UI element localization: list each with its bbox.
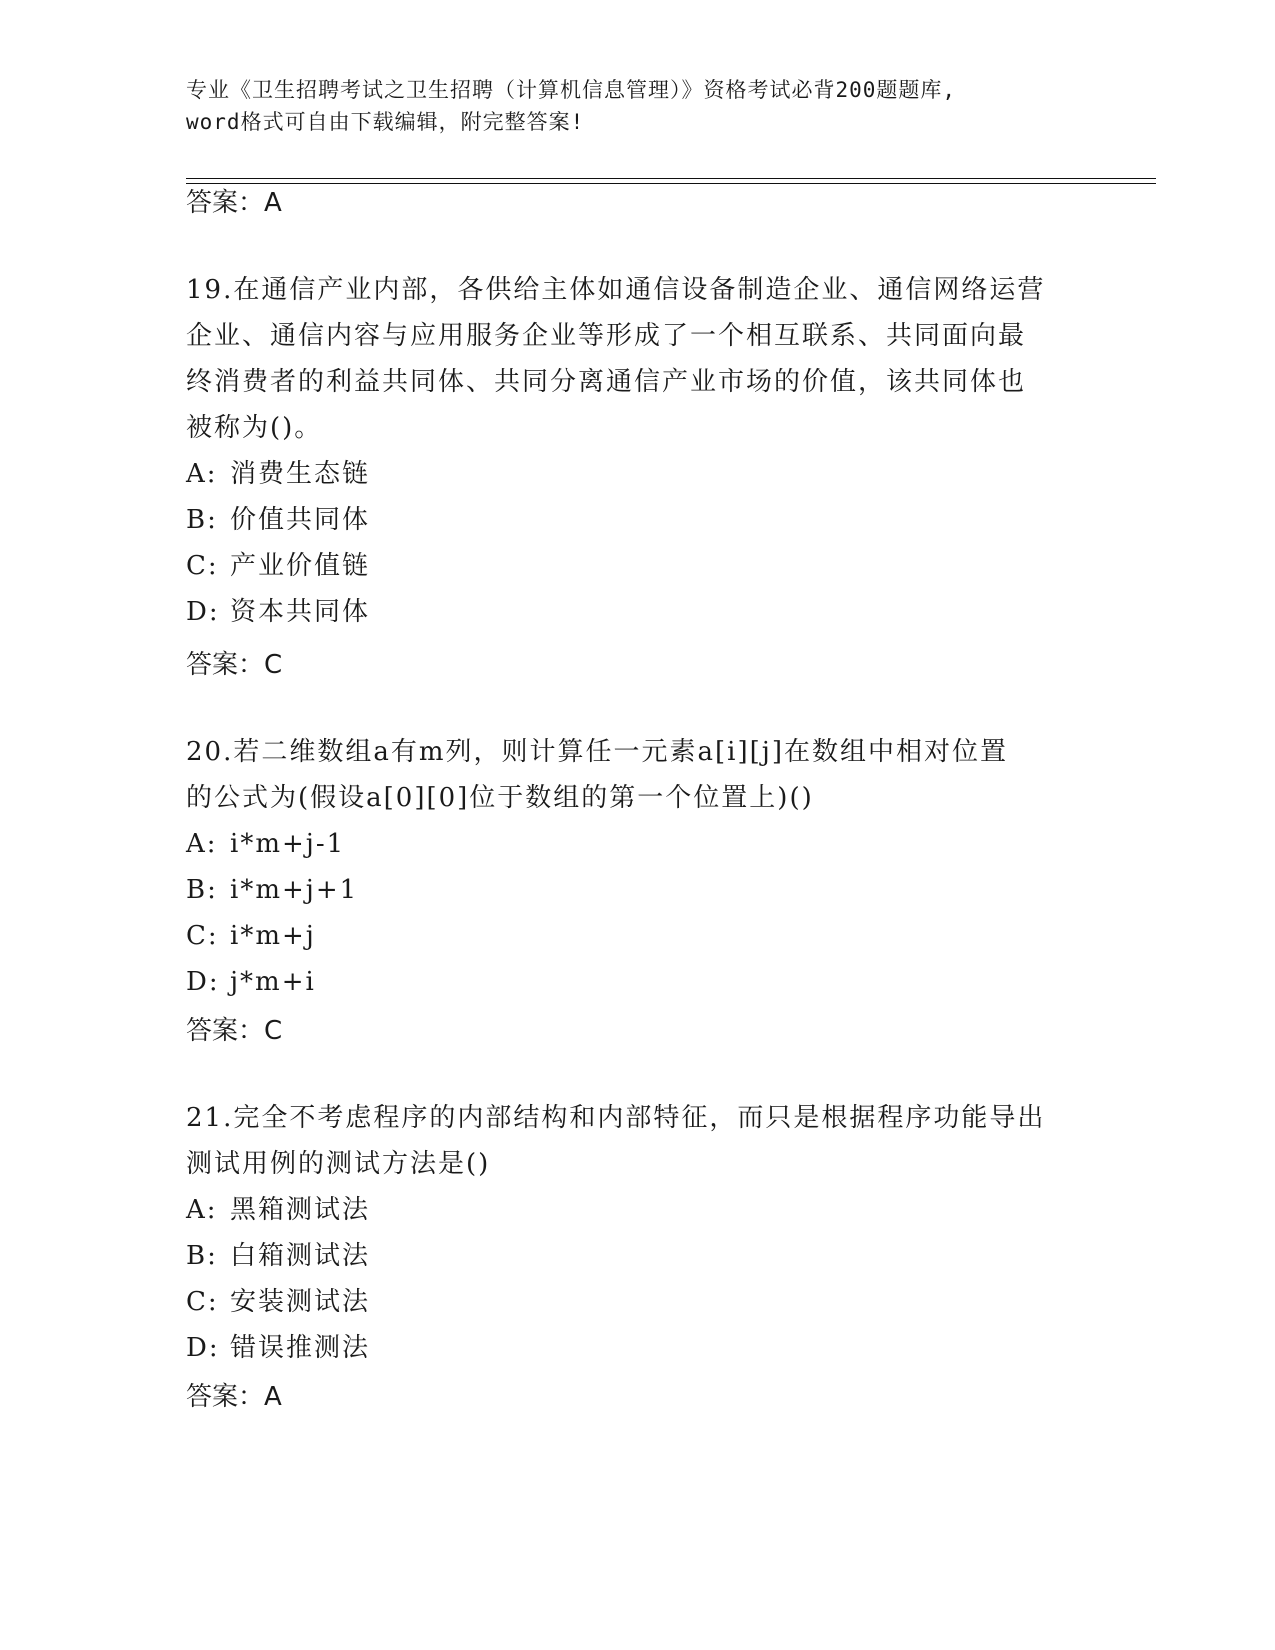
option-letter: A:: [186, 459, 218, 489]
option-letter: D:: [186, 1333, 220, 1363]
question-stem-line: 21.完全不考虑程序的内部结构和内部特征，而只是根据程序功能导出: [186, 1103, 1046, 1133]
option-text: i*m+j: [230, 921, 316, 951]
question-stem-line: 终消费者的利益共同体、共同分离通信产业市场的价值，该共同体也: [186, 367, 1027, 397]
option-letter: B:: [186, 1241, 218, 1271]
question-stem-line: 被称为()。: [186, 413, 323, 443]
option-b: [186, 1233, 1086, 1279]
option-d: [186, 589, 1086, 635]
option-letter: D:: [186, 597, 220, 627]
question-stem-line: 的公式为(假设a[0][0]位于数组的第一个位置上)(): [186, 783, 814, 813]
option-a: [186, 451, 1086, 497]
option-text: 错误推测法: [230, 1333, 371, 1363]
previous-question-answer: 答案：A: [186, 188, 282, 218]
option-letter: C:: [186, 1287, 219, 1317]
option-text: 产业价值链: [230, 551, 371, 581]
option-letter: B:: [186, 875, 218, 905]
question-19-answer: 答案：C: [186, 650, 283, 680]
question-21-answer: 答案：A: [186, 1382, 282, 1412]
option-text: 价值共同体: [230, 505, 371, 535]
option-text: 白箱测试法: [230, 1241, 371, 1271]
question-stem: [186, 267, 1086, 451]
option-text: j*m+i: [230, 967, 316, 997]
option-d: [186, 959, 1086, 1005]
header-divider-top: [186, 178, 1156, 179]
page-header: [186, 74, 1086, 138]
option-text: i*m+j+1: [230, 875, 359, 905]
question-21: [186, 1095, 1086, 1371]
question-20: [186, 729, 1086, 1005]
option-letter: C:: [186, 921, 219, 951]
option-b: [186, 497, 1086, 543]
option-a: [186, 821, 1086, 867]
option-a: [186, 1187, 1086, 1233]
option-letter: A:: [186, 829, 218, 859]
option-text: 安装测试法: [230, 1287, 371, 1317]
question-stem-line: 企业、通信内容与应用服务企业等形成了一个相互联系、共同面向最: [186, 321, 1027, 351]
header-subtitle-line: word格式可自由下载编辑，附完整答案!: [186, 110, 585, 134]
question-stem-line: 测试用例的测试方法是(): [186, 1149, 491, 1179]
option-b: [186, 867, 1086, 913]
option-text: i*m+j-1: [230, 829, 346, 859]
question-stem: [186, 1095, 1086, 1187]
option-letter: C:: [186, 551, 219, 581]
option-text: 黑箱测试法: [230, 1195, 371, 1225]
question-19: [186, 267, 1086, 635]
option-letter: B:: [186, 505, 218, 535]
header-title-line: 专业《卫生招聘考试之卫生招聘（计算机信息管理）》资格考试必背200题题库,: [186, 78, 957, 102]
header-divider-bottom: [186, 183, 1156, 184]
question-stem-line: 19.在通信产业内部，各供给主体如通信设备制造企业、通信网络运营: [186, 275, 1046, 305]
option-text: 资本共同体: [230, 597, 371, 627]
option-c: [186, 1279, 1086, 1325]
option-text: 消费生态链: [230, 459, 371, 489]
question-20-answer: 答案：C: [186, 1016, 283, 1046]
option-letter: D:: [186, 967, 220, 997]
option-c: [186, 543, 1086, 589]
question-stem: [186, 729, 1086, 821]
question-stem-line: 20.若二维数组a有m列，则计算任一元素a[i][j]在数组中相对位置: [186, 737, 1008, 767]
option-d: [186, 1325, 1086, 1371]
option-letter: A:: [186, 1195, 218, 1225]
option-c: [186, 913, 1086, 959]
